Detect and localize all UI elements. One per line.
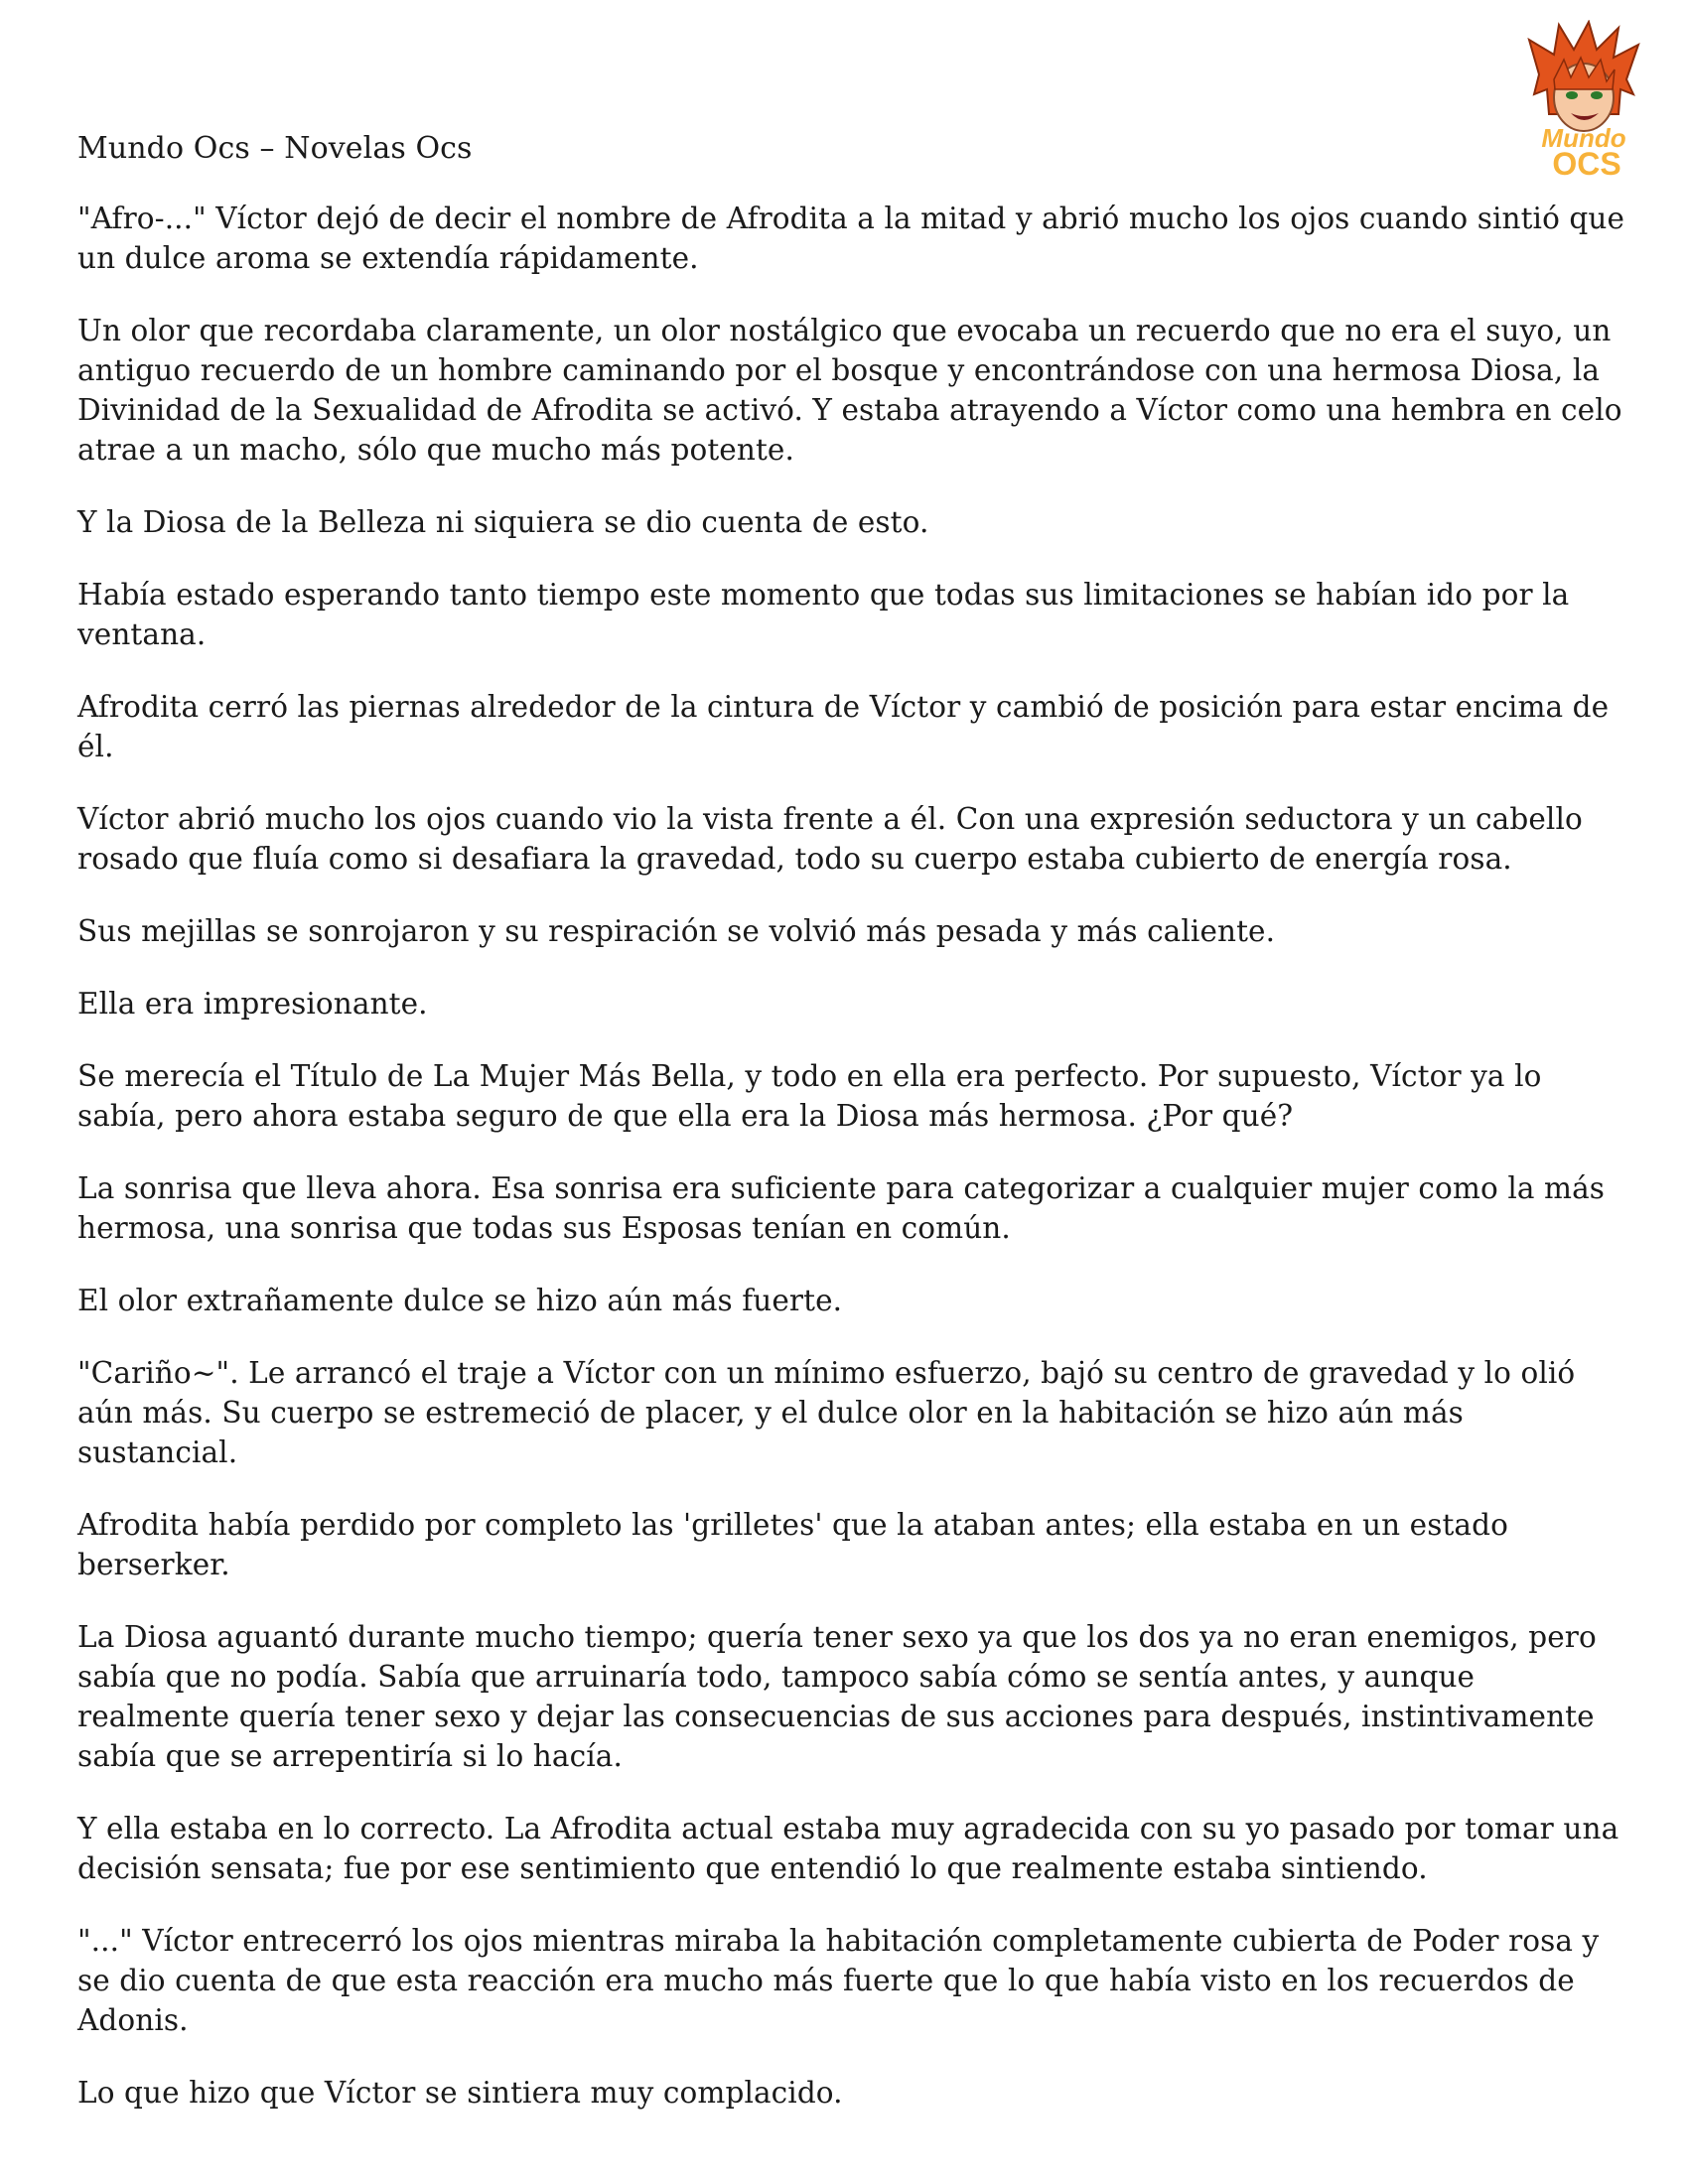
logo-left-eye <box>1566 91 1578 99</box>
paragraph: "..." Víctor entrecerró los ojos mientras miraba la habitación completamente cubierta de Poder rosa y se dio cuenta de que esta reacción era mucho más fuerte que lo que había visto en los recuerdos de Adonis. <box>77 1924 1600 2037</box>
paragraph: Sus mejillas se sonrojaron y su respiración se volvió más pesada y más caliente. <box>77 914 1276 948</box>
document-header: Mundo Ocs – Novelas Ocs <box>77 131 473 166</box>
paragraph: Afrodita cerró las piernas alrededor de la cintura de Víctor y cambió de posición para estar encima de él. <box>77 690 1610 763</box>
paragraph: Lo que hizo que Víctor se sintiera muy complacido. <box>77 2076 843 2110</box>
paragraph: La Diosa aguantó durante mucho tiempo; quería tener sexo ya que los dos ya no eran enemigos, pero sabía que no podía. Sabía que arruinaría todo, tampoco sabía cómo se sentía antes, y aunque realmente quería tener sexo y dejar las consecuencias de sus acciones para después, instintivamente sabía que se arrepentiría si lo hacía. <box>77 1620 1597 1773</box>
paragraph: Ella era impresionante. <box>77 987 428 1021</box>
document-page <box>77 129 1626 2145</box>
logo-right-eye <box>1591 91 1603 99</box>
paragraph: "Cariño~". Le arrancó el traje a Víctor con un mínimo esfuerzo, bajó su centro de gravedad y lo olió aún más. Su cuerpo se estremeció de placer, y el dulce olor en la habitación se hizo aún más sustancial. <box>77 1356 1576 1469</box>
paragraph: Se merecía el Título de La Mujer Más Bella, y todo en ella era perfecto. Por supuesto, Víctor ya lo sabía, pero ahora estaba seguro de que ella era la Diosa más hermosa. ¿Por qué? <box>77 1059 1542 1133</box>
paragraph: El olor extrañamente dulce se hizo aún más fuerte. <box>77 1284 843 1317</box>
svg-text:OCS: OCS <box>1552 146 1621 179</box>
paragraph: Y ella estaba en lo correcto. La Afrodita actual estaba muy agradecida con su yo pasado por tomar una decisión sensata; fue por ese sentimiento que entendió lo que realmente estaba sintiendo. <box>77 1812 1619 1885</box>
paragraph: La sonrisa que lleva ahora. Esa sonrisa era suficiente para categorizar a cualquier mujer como la más hermosa, una sonrisa que todas sus Esposas tenían en común. <box>77 1171 1606 1245</box>
paragraph: Y la Diosa de la Belleza ni siquiera se dio cuenta de esto. <box>77 505 929 539</box>
svg-text:Mundo: Mundo <box>1541 123 1626 153</box>
paragraph: Víctor abrió mucho los ojos cuando vio la vista frente a él. Con una expresión seductora y un cabello rosado que fluía como si desafiara la gravedad, todo su cuerpo estaba cubierto de energía rosa. <box>77 802 1583 876</box>
document-body <box>77 199 1626 2113</box>
paragraph: Un olor que recordaba claramente, un olor nostálgico que evocaba un recuerdo que no era el suyo, un antiguo recuerdo de un hombre caminando por el bosque y encontrándose con una hermosa Diosa, la Divinidad de la Sexualidad de Afrodita se activó. Y estaba atrayendo a Víctor como una hembra en celo atrae a un macho, sólo que mucho más potente. <box>77 314 1622 467</box>
paragraph: "Afro-..." Víctor dejó de decir el nombre de Afrodita a la mitad y abrió mucho los ojos cuando sintió que un dulce aroma se extendía rápidamente. <box>77 202 1625 275</box>
paragraph: Afrodita había perdido por completo las 'grilletes' que la ataban antes; ella estaba en un estado berserker. <box>77 1508 1508 1581</box>
paragraph: Había estado esperando tanto tiempo este momento que todas sus limitaciones se habían ido por la ventana. <box>77 578 1570 651</box>
